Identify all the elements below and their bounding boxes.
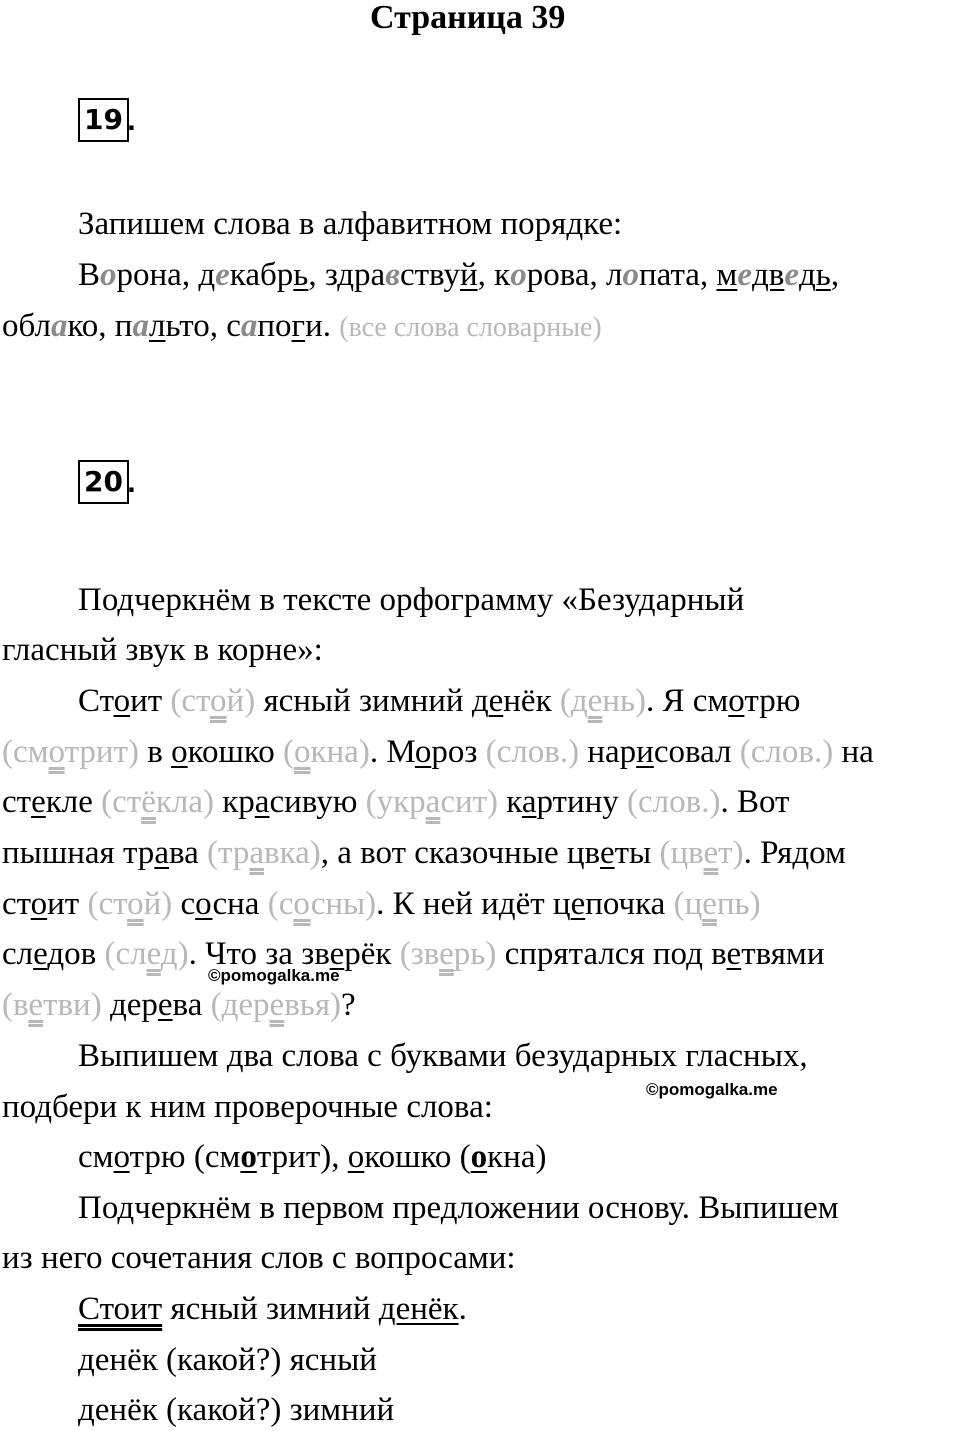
ex20-text-line1: Стоит (стой) ясный зимний денёк (день). Я смотрю: [78, 683, 801, 719]
ex20-text-line4: пышная трава (травка), а вот сказочные цветы (цвет). Рядом: [2, 835, 846, 871]
ex20-text-line7: (ветви) дерева (деревья)?: [2, 987, 356, 1023]
ex20-task2-line1: Выпишем два слова с буквами безударных гласных,: [78, 1038, 808, 1074]
exercise-number-20: 20 .: [78, 460, 129, 504]
ex20-task1-line1: Подчеркнём в тексте орфограмму «Безударный: [78, 582, 745, 618]
ex20-task1-line2: гласный звук в корне»:: [2, 632, 323, 668]
ex20-sentence-base: Стоит ясный зимний денёк.: [78, 1291, 467, 1327]
watermark-2: ©pomogalka.me: [646, 1080, 778, 1099]
ex20-text-line5: стоит (стой) сосна (сосны). К ней идёт цепочка (цепь): [2, 886, 761, 922]
ex20-answer-words: смотрю (смотрит), окошко (окна): [78, 1139, 547, 1175]
ex19-words-line2: облако, пальто, сапоги. (все слова словарные): [2, 308, 602, 344]
ex19-intro: Запишем слова в алфавитном порядке:: [78, 206, 623, 242]
ex20-text-line3: стекле (стёкла) красивую (украсит) картину (слов.). Вот: [2, 784, 790, 820]
ex20-combination-2: денёк (какой?) зимний: [78, 1392, 395, 1428]
ex19-words-line1: Ворона, декабрь, здравствуй, корова, лопата, медведь,: [78, 257, 840, 293]
ex20-text-line2: (смотрит) в окошко (окна). Мороз (слов.) нарисовал (слов.) на: [2, 734, 874, 770]
page-title: Страница 39: [370, 0, 566, 36]
ex20-combination-1: денёк (какой?) ясный: [78, 1342, 377, 1378]
watermark-1: ©pomogalka.me: [208, 966, 340, 985]
exercise-number-19: 19 .: [78, 98, 129, 142]
ex20-text-line6: следов (след). Что за зверёк (зверь) спрятался под ветвями: [2, 936, 825, 972]
ex20-task2-line2: подбери к ним проверочные слова:: [2, 1089, 493, 1125]
ex20-task3-line2: из него сочетания слов с вопросами:: [2, 1240, 516, 1276]
ex20-task3-line1: Подчеркнём в первом предложении основу. Выпишем: [78, 1190, 839, 1226]
